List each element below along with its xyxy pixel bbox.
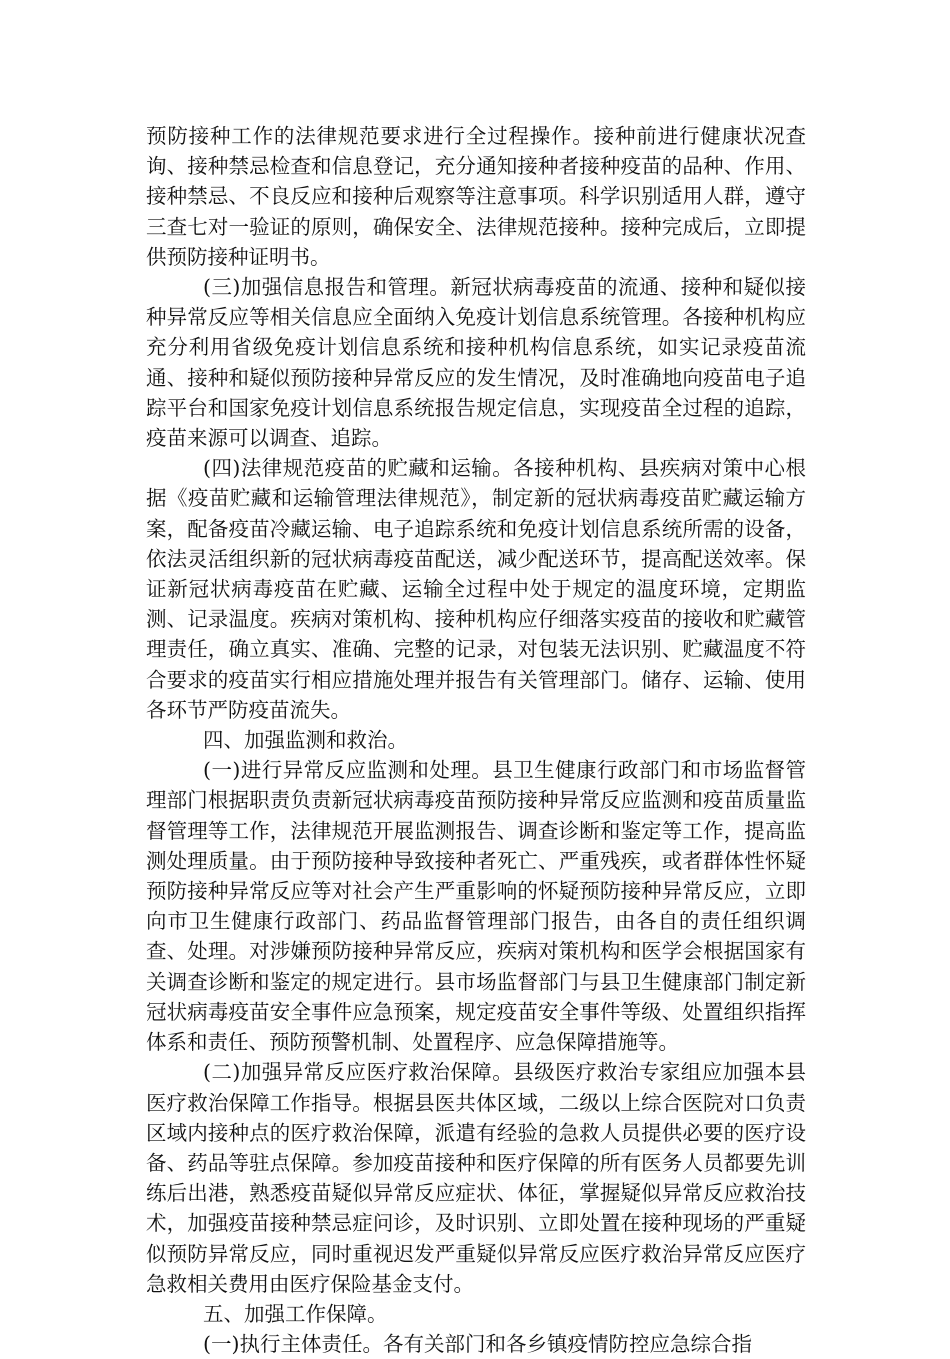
paragraph-vaccination-procedure: 预防接种工作的法律规范要求进行全过程操作。接种前进行健康状况查询、接种禁忌检查和信息登记，充分通知接种者接种疫苗的品种、作用、接种禁忌、不良反应和接种后观察等注意事项。科学识别适用人群，遵守三查七对一验证的原则，确保安全、法律规范接种。接种完成后，立即提供预防接种证明书。 (146, 124, 806, 269)
paragraph-adverse-reaction-monitoring: (一)进行异常反应监测和处理。县卫生健康行政部门和市场监督管理部门根据职责负责新冠状病毒疫苗预防接种异常反应监测和疫苗质量监督管理等工作，法律规范开展监测报告、调查诊断和鉴定等工作，提高监测处理质量。由于预防接种导致接种者死亡、严重残疾，或者群体性怀疑预防接种异常反应等对社会产生严重影响的怀疑预防接种异常反应，立即向市卫生健康行政部门、药品监督管理部门报告，由各自的责任组织调查、处理。对涉嫌预防接种异常反应，疾病对策机构和医学会根据国家有关调查诊断和鉴定的规定进行。县市场监督部门与县卫生健康部门制定新冠状病毒疫苗安全事件应急预案，规定疫苗安全事件等级、处置组织指挥体系和责任、预防预警机制、处置程序、应急保障措施等。 (146, 758, 806, 1055)
section-heading-work-guarantee: 五、加强工作保障。 (203, 1301, 388, 1326)
paragraph-medical-treatment: (二)加强异常反应医疗救治保障。县级医疗救治专家组应加强本县医疗救治保障工作指导。根据县医共体区域，二级以上综合医院对口负责区域内接种点的医疗救治保障，派遣有经验的急救人员提供必要的医疗设备、药品等驻点保障。参加疫苗接种和医疗保障的所有医务人员都要先训练后出港，熟悉疫苗疑似异常反应症状、体征，掌握疑似异常反应救治技术，加强疫苗接种禁忌症问诊，及时识别、立即处置在接种现场的严重疑似预防异常反应，同时重视迟发严重疑似异常反应医疗救治异常反应医疗急救相关费用由医疗保险基金支付。 (146, 1060, 806, 1296)
paragraph-information-reporting: (三)加强信息报告和管理。新冠状病毒疫苗的流通、接种和疑似接种异常反应等相关信息应全面纳入免疫计划信息系统管理。各接种机构应充分利用省级免疫计划信息系统和接种机构信息系统，如实记录疫苗流通、接种和疑似预防接种异常反应的发生情况，及时准确地向疫苗电子追踪平台和国家免疫计划信息系统报告规定信息，实现疫苗全过程的追踪，疫苗来源可以调查、追踪。 (146, 275, 806, 451)
document-page (146, 121, 806, 1359)
paragraph-main-responsibility: (一)执行主体责任。各有关部门和各乡镇疫情防控应急综合指 (203, 1332, 752, 1357)
section-heading-monitoring: 四、加强监测和救治。 (203, 728, 408, 753)
paragraph-storage-transport: (四)法律规范疫苗的贮藏和运输。各接种机构、县疾病对策中心根据《疫苗贮藏和运输管理法律规范》，制定新的冠状病毒疫苗贮藏运输方案，配备疫苗冷藏运输、电子追踪系统和免疫计划信息系统所需的设备，依法灵活组织新的冠状病毒疫苗配送，减少配送环节，提高配送效率。保证新冠状病毒疫苗在贮藏、运输全过程中处于规定的温度环境，定期监测、记录温度。疾病对策机构、接种机构应仔细落实疫苗的接收和贮藏管理责任，确立真实、准确、完整的记录，对包装无法识别、贮藏温度不符合要求的疫苗实行相应措施处理并报告有关管理部门。储存、运输、使用各环节严防疫苗流失。 (146, 456, 806, 722)
